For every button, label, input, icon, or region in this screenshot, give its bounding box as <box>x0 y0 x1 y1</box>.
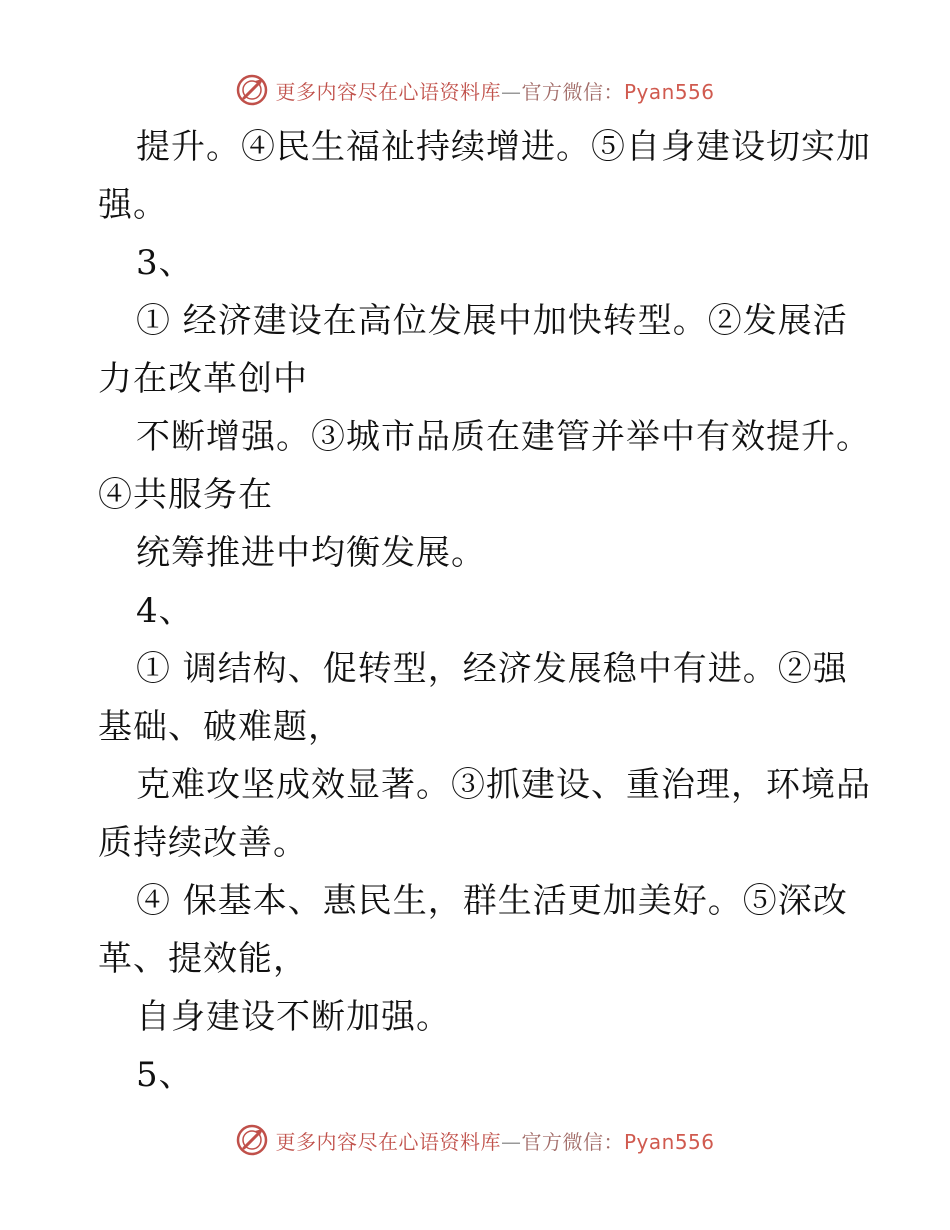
footer-wechat-id: Pyan556 <box>623 1129 715 1154</box>
text-line: 基础、破难题， <box>98 707 343 747</box>
text-line: 自身建设不断加强。 <box>136 997 451 1037</box>
text-line: 不断增强。③城市品质在建管并举中有效提升。 <box>136 417 871 457</box>
footer-banner <box>0 1120 950 1160</box>
text-line: 克难攻坚成效显著。③抓建设、重治理，环境品 <box>136 765 871 805</box>
footer-brand-text: 更多内容尽在心语资料库 <box>275 1129 501 1154</box>
header-banner <box>0 70 950 110</box>
section-number: 3、 <box>136 243 194 283</box>
header-wechat-label: 官方微信： <box>521 79 624 104</box>
header-brand-text: 更多内容尽在心语资料库 <box>275 79 501 104</box>
text-line: 力在改革创中 <box>98 359 308 399</box>
footer-banner-text <box>275 1126 714 1155</box>
section-number: 5、 <box>136 1055 194 1095</box>
text-line: 统筹推进中均衡发展。 <box>136 533 486 573</box>
header-separator: — <box>500 79 522 104</box>
footer-wechat-label: 官方微信： <box>521 1129 624 1154</box>
footer-separator: — <box>500 1129 522 1154</box>
text-line: ① 经济建设在高位发展中加快转型。②发展活 <box>136 301 848 341</box>
document-body <box>98 118 871 1104</box>
text-line: ④ 保基本、惠民生，群生活更加美好。⑤深改 <box>136 881 848 921</box>
stamp-logo-icon <box>235 73 269 107</box>
header-wechat-id: Pyan556 <box>623 79 715 104</box>
stamp-logo-icon <box>235 1123 269 1157</box>
text-line: 质持续改善。 <box>98 823 308 863</box>
section-number: 4、 <box>136 591 194 631</box>
text-line: 革、提效能， <box>98 939 308 979</box>
header-banner-text <box>275 76 714 105</box>
text-line: 强。 <box>98 185 168 225</box>
text-line: 提升。④民生福祉持续增进。⑤自身建设切实加 <box>136 127 871 167</box>
text-line: ① 调结构、促转型，经济发展稳中有进。②强 <box>136 649 848 689</box>
text-line: ④共服务在 <box>98 475 273 515</box>
